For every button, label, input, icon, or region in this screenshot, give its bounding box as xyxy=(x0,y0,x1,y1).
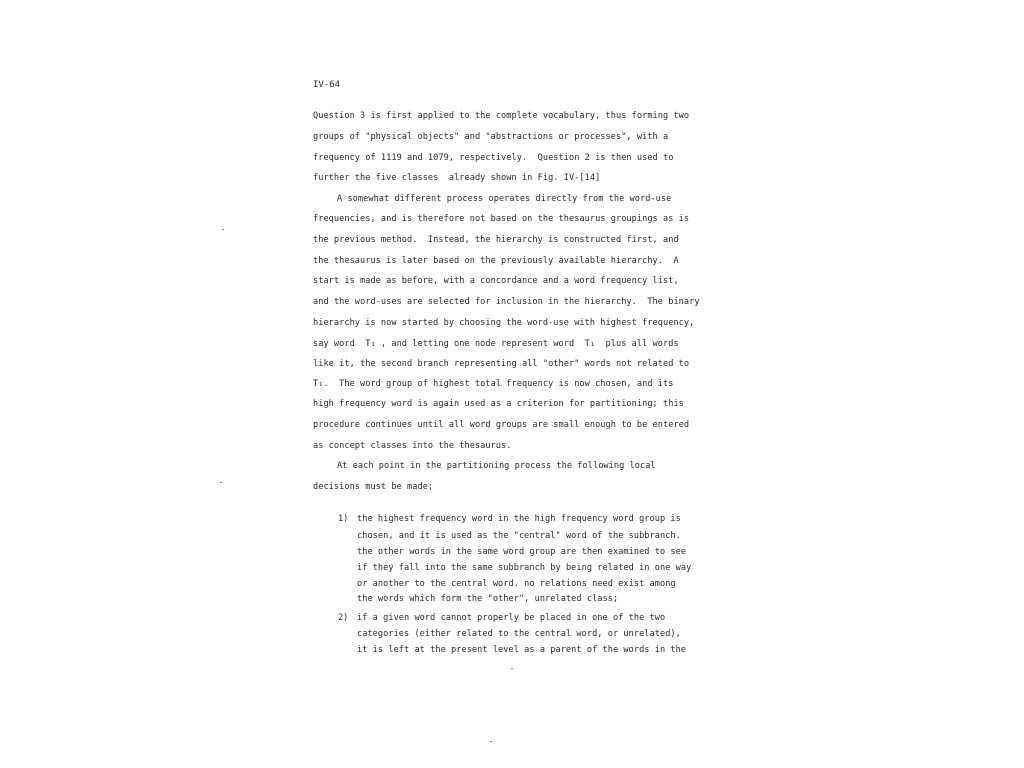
paragraph-1-line: frequency of 1119 and 1079, respectively. Question 2 is then used to xyxy=(313,153,674,163)
list-item-line: if a given word cannot properly be placed in one of the two xyxy=(357,613,666,623)
paragraph-1-line: groups of "physical objects" and "abstractions or processes", with a xyxy=(313,132,669,142)
scan-speck xyxy=(511,668,513,669)
list-item-line: or another to the central word. no relations need exist among xyxy=(357,579,676,589)
paragraph-2-line: as concept classes into the thesaurus. xyxy=(313,441,512,451)
scan-speck xyxy=(490,741,492,742)
paragraph-2-line: procedure continues until all word groups are small enough to be entered xyxy=(313,420,690,430)
paragraph-2-line: frequencies, and is therefore not based on the thesaurus groupings as is xyxy=(313,214,690,224)
list-item-line: the words which form the "other", unrelated class; xyxy=(357,594,619,604)
list-item-number: 1) xyxy=(338,514,349,524)
paragraph-2-line: the previous method. Instead, the hierarchy is constructed first, and xyxy=(313,235,679,245)
paragraph-2-line: and the word-uses are selected for inclusion in the hierarchy. The binary xyxy=(313,297,700,307)
paragraph-2-line: like it, the second branch representing all "other" words not related to xyxy=(313,359,690,369)
list-item-line: the highest frequency word in the high frequency word group is xyxy=(357,514,681,524)
scan-speck xyxy=(220,482,222,483)
scan-speck xyxy=(222,229,224,230)
list-item-line: the other words in the same word group are then examined to see xyxy=(357,547,687,557)
paragraph-3-line: decisions must be made; xyxy=(313,482,434,492)
paragraph-3-line: At each point in the partitioning process the following local xyxy=(337,461,656,471)
list-item-line: if they fall into the same subbranch by being related in one way xyxy=(357,563,692,573)
paragraph-2-line: say word T₁ , and letting one node represent word T₁ plus all words xyxy=(313,339,679,349)
paragraph-1-line: further the five classes already shown in Fig. IV-[14] xyxy=(313,173,601,183)
paragraph-2-line: start is made as before, with a concordance and a word frequency list, xyxy=(313,276,679,286)
paragraph-2-line: A somewhat different process operates directly from the word-use xyxy=(337,194,672,204)
list-item-number: 2) xyxy=(338,613,349,623)
list-item-line: chosen, and it is used as the "central" word of the subbranch. xyxy=(357,531,681,541)
page-number: IV-64 xyxy=(313,80,341,90)
list-item-line: categories (either related to the central word, or unrelated), xyxy=(357,629,681,639)
paragraph-2-line: the thesaurus is later based on the previously available hierarchy. A xyxy=(313,256,679,266)
list-item-line: it is left at the present level as a parent of the words in the xyxy=(357,645,687,655)
paragraph-1-line: Question 3 is first applied to the complete vocabulary, thus forming two xyxy=(313,111,690,121)
paragraph-2-line: high frequency word is again used as a criterion for partitioning; this xyxy=(313,399,684,409)
paragraph-2-line: hierarchy is now started by choosing the word-use with highest frequency, xyxy=(313,318,695,328)
paragraph-2-line: T₁. The word group of highest total frequency is now chosen, and its xyxy=(313,379,674,389)
